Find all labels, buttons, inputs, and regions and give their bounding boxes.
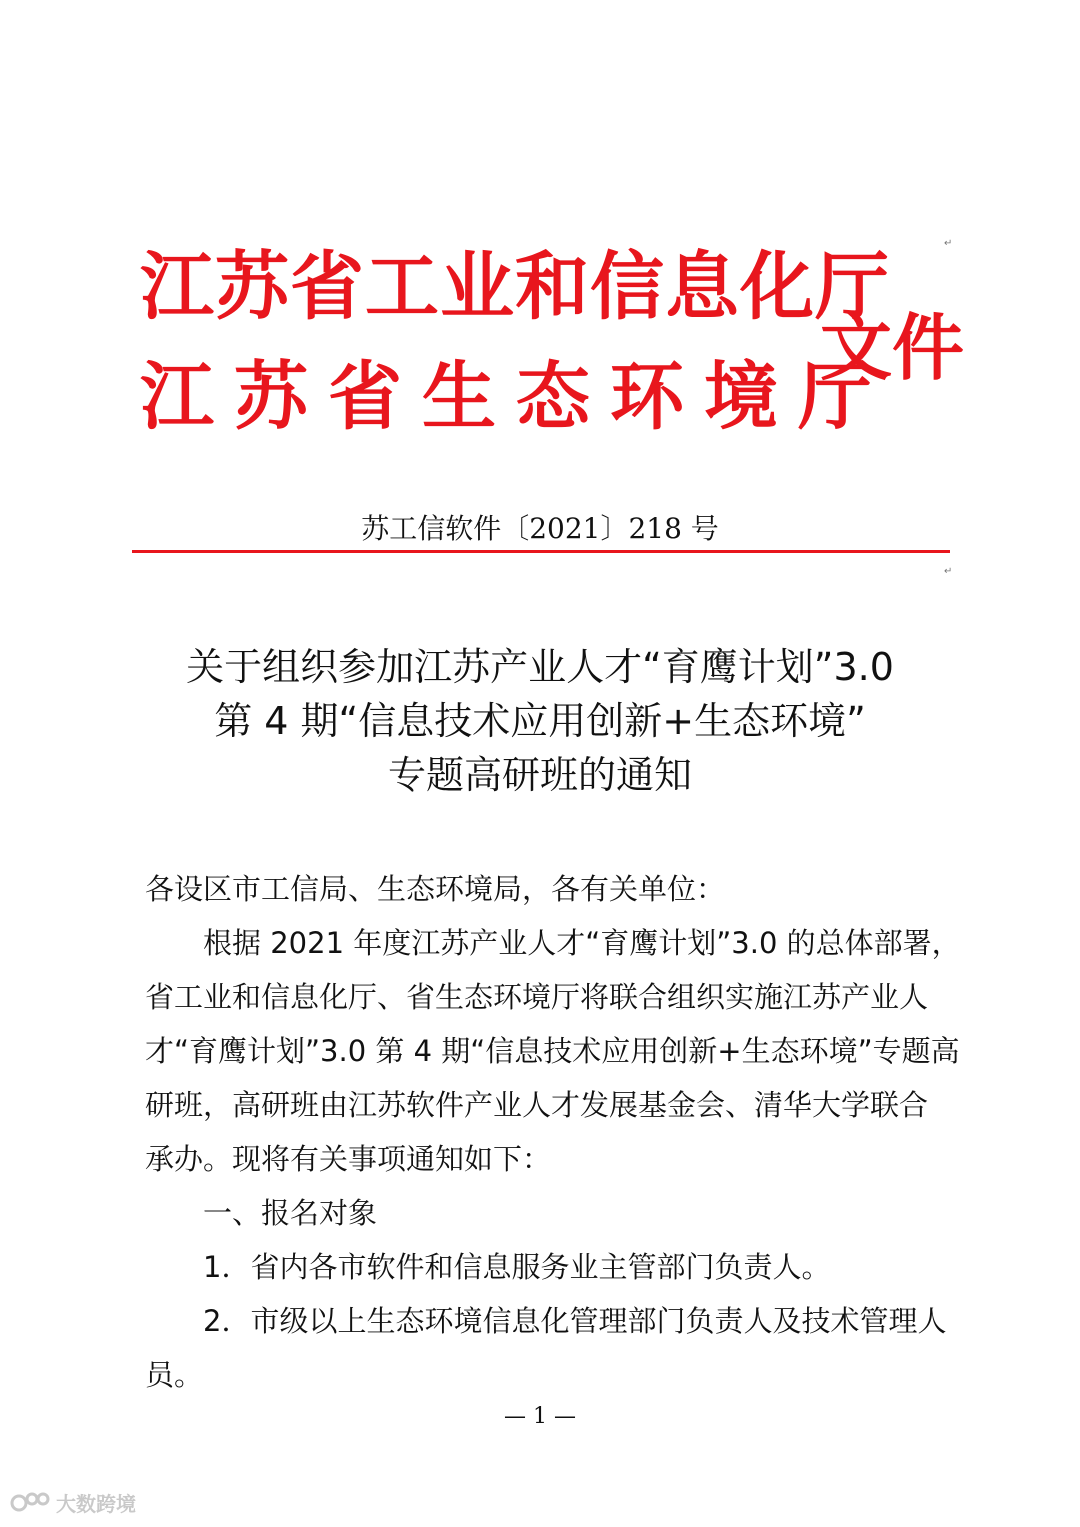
paragraph-line: 才“育鹰计划”3.0 第 4 期“信息技术应用创新+生态环境”专题高	[145, 1034, 960, 1068]
document-number: 苏工信软件〔2021〕218 号	[361, 512, 719, 545]
document-type-label: 文件	[820, 306, 965, 390]
page-number: — 1 —	[504, 1404, 576, 1429]
section-heading: 一、报名对象	[203, 1196, 378, 1230]
list-item-continuation: 员。	[145, 1358, 204, 1392]
paragraph-line: 研班，高研班由江苏软件产业人才发展基金会、清华大学联合	[145, 1088, 929, 1122]
watermark-text: 大数跨境	[56, 1492, 136, 1516]
red-divider-line	[132, 550, 950, 553]
issuer-line-1: 江苏省工业和信息化厅	[140, 244, 890, 330]
paragraph-line: 根据 2021 年度江苏产业人才“育鹰计划”3.0 的总体部署，	[203, 926, 961, 960]
paragraph-line: 承办。现将有关事项通知如下：	[145, 1142, 552, 1176]
document-title	[0, 640, 1080, 802]
watermark-logo-icon	[10, 1490, 50, 1516]
watermark	[10, 1488, 136, 1517]
paragraph-line: 省工业和信息化厅、省生态环境厅将联合组织实施江苏产业人	[145, 980, 929, 1014]
issuer-line-2: 江苏省生态环境厅	[140, 354, 892, 440]
title-line-3: 专题高研班的通知	[387, 753, 692, 797]
title-line-1: 关于组织参加江苏产业人才“育鹰计划”3.0	[186, 645, 894, 689]
list-item: 1．省内各市软件和信息服务业主管部门负责人。	[203, 1250, 831, 1284]
title-line-2: 第 4 期“信息技术应用创新+生态环境”	[214, 699, 866, 743]
paragraph-mark: ↵	[944, 238, 953, 249]
document-header	[140, 244, 965, 440]
list-item: 2．市级以上生态环境信息化管理部门负责人及技术管理人	[203, 1304, 947, 1338]
document-body	[145, 862, 961, 1402]
paragraph-mark: ↵	[944, 566, 953, 577]
salutation: 各设区市工信局、生态环境局，各有关单位：	[145, 872, 726, 906]
